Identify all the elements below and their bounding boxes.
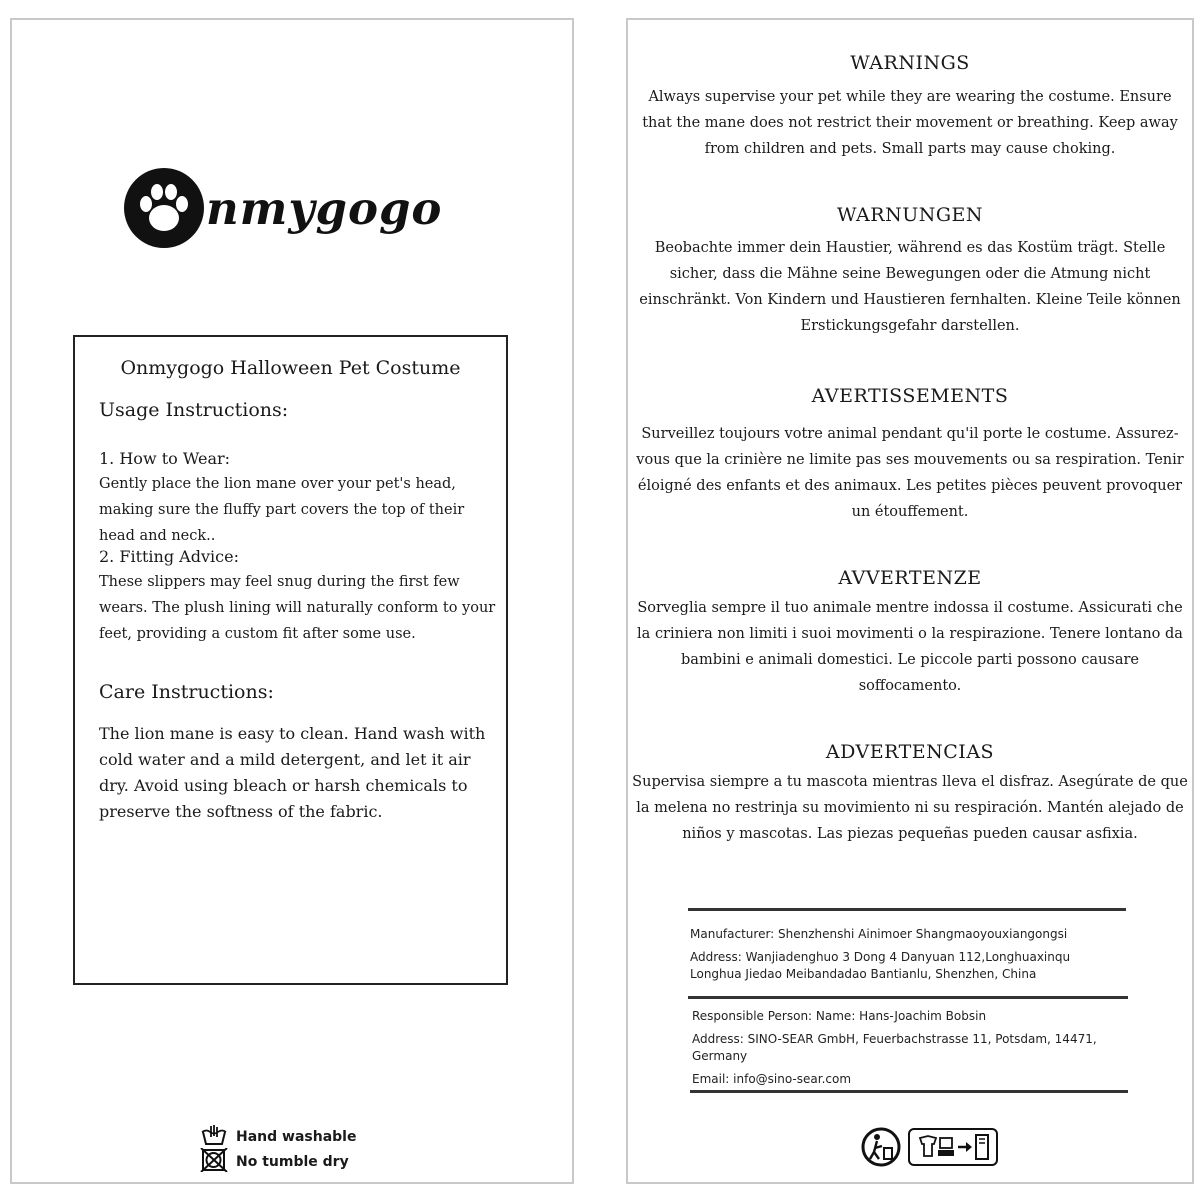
manufacturer-info bbox=[690, 926, 1070, 983]
responsible-address-2: Germany bbox=[692, 1049, 748, 1063]
care-text: The lion mane is easy to clean. Hand wash with cold water and a mild detergent, and let it air dry. Avoid using bleach or harsh chemicals to preserve the softness of the fabric. bbox=[99, 724, 486, 821]
divider-bottom bbox=[690, 1090, 1128, 1093]
fitting-heading: 2. Fitting Advice: bbox=[99, 547, 239, 566]
warnings-text-fr: Surveillez toujours votre animal pendant qu'il porte le costume. Assurez-vous que la crinière ne limite pas ses mouvements ou sa respiration. Tenir éloigné des enfants et des animaux. Les petites pièces peuvent provoquer un étouffement. bbox=[636, 426, 1184, 520]
left-panel bbox=[10, 18, 574, 1184]
care-symbols bbox=[200, 1124, 356, 1174]
warnings-title-it: AVVERTENZE bbox=[838, 567, 982, 589]
usage-heading: Usage Instructions: bbox=[99, 399, 289, 421]
care-row-no-tumble bbox=[200, 1149, 356, 1174]
warnings-title-de: WARNUNGEN bbox=[836, 204, 984, 226]
device-disposal-icon bbox=[908, 1128, 998, 1166]
brand-logo bbox=[124, 168, 442, 248]
no-tumble-label: No tumble dry bbox=[236, 1153, 349, 1170]
responsible-info bbox=[692, 1008, 1097, 1088]
no-tumble-dry-icon bbox=[200, 1148, 236, 1176]
manufacturer-name: Manufacturer: Shenzhenshi Ainimoer Shangmaoyouxiangongsi bbox=[690, 927, 1068, 941]
recycling-disposal-icon bbox=[860, 1126, 998, 1168]
brand-name: nmygogo bbox=[206, 181, 443, 235]
warnings-title-es: ADVERTENCIAS bbox=[825, 741, 995, 763]
paw-print-icon bbox=[124, 168, 204, 248]
divider-middle bbox=[688, 996, 1128, 999]
divider-top bbox=[688, 908, 1126, 911]
responsible-address-1: Address: SINO-SEAR GmbH, Feuerbachstrasse 11, Potsdam, 14471, bbox=[692, 1032, 1097, 1046]
how-to-wear-text: Gently place the lion mane over your pet's head, making sure the fluffy part covers the top of their head and neck.. bbox=[99, 476, 465, 544]
warnings-text-it: Sorveglia sempre il tuo animale mentre indossa il costume. Assicurati che la criniera non limiti i suoi movimenti o la respirazione. Tenere lontano da bambini e animali domestici. Le piccole parti possono causare soffocamento. bbox=[637, 600, 1183, 694]
right-panel bbox=[626, 18, 1194, 1184]
responsible-email: Email: info@sino-sear.com bbox=[692, 1072, 852, 1086]
how-to-wear-heading: 1. How to Wear: bbox=[99, 449, 231, 468]
warnings-title-en: WARNINGS bbox=[850, 52, 970, 74]
care-heading: Care Instructions: bbox=[99, 681, 274, 703]
fitting-text: These slippers may feel snug during the first few wears. The plush lining will naturally conform to your feet, providing a custom fit after some use. bbox=[99, 574, 496, 642]
product-title: Onmygogo Halloween Pet Costume bbox=[120, 357, 461, 379]
instructions-box bbox=[73, 335, 508, 985]
warnings-text-en: Always supervise your pet while they are wearing the costume. Ensure that the mane does not restrict their movement or breathing. Keep away from children and pets. Small parts may cause choking. bbox=[642, 89, 1178, 157]
care-row-hand-wash bbox=[200, 1124, 356, 1149]
warnings-text-de: Beobachte immer dein Haustier, während es das Kostüm trägt. Stelle sicher, dass die Mähne seine Bewegungen oder die Atmung nicht einschränkt. Von Kindern und Haustieren fernhalten. Kleine Teile können Erstickungsgefahr darstellen. bbox=[639, 240, 1181, 334]
manufacturer-address-1: Address: Wanjiadenghuo 3 Dong 4 Danyuan 112,Longhuaxinqu bbox=[690, 950, 1071, 964]
manufacturer-address-2: Longhua Jiedao Meibandadao Bantianlu, Shenzhen, China bbox=[690, 967, 1037, 981]
warnings-title-fr: AVERTISSEMENTS bbox=[811, 385, 1009, 407]
warnings-text-es: Supervisa siempre a tu mascota mientras lleva el disfraz. Asegúrate de que la melena no restrinja su movimiento ni su respiración. Mantén alejado de niños y mascotas. Las piezas pequeñas pueden causar asfixia. bbox=[632, 774, 1188, 842]
recycle-person-icon bbox=[860, 1126, 902, 1168]
hand-wash-label: Hand washable bbox=[236, 1128, 357, 1145]
hand-wash-tub-icon bbox=[200, 1124, 236, 1150]
responsible-name: Responsible Person: Name: Hans-Joachim Bobsin bbox=[692, 1009, 987, 1023]
